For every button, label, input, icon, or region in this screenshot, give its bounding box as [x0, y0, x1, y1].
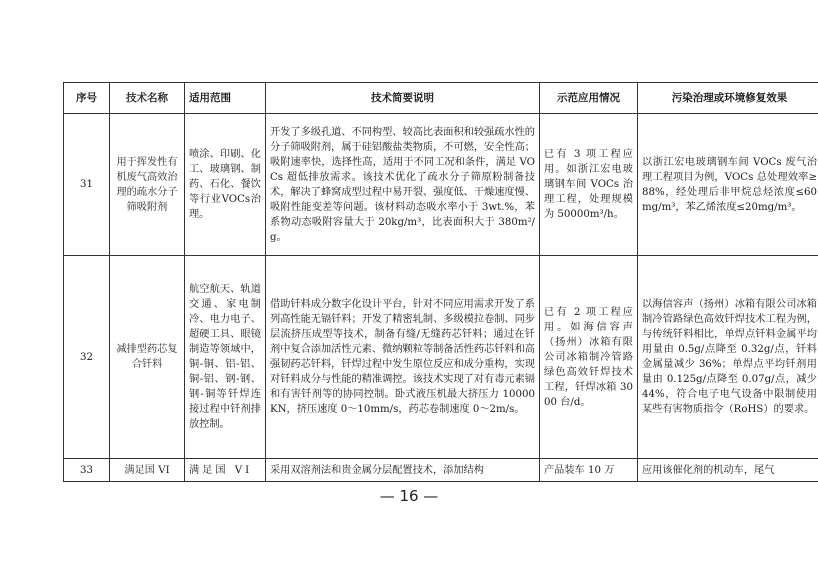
header-remediation-effect: 污染治理或环境修复效果	[638, 83, 818, 114]
row-technology-name: 满足国 VI	[110, 459, 185, 482]
table-row	[64, 114, 818, 256]
header-technology-description: 技术简要说明	[266, 83, 540, 114]
row-application-scope: 满足国 VI	[185, 459, 266, 482]
row-technology-description: 开发了多级孔道、不同构型、较高比表面积和较强疏水性的分子筛吸附剂，属于硅铝酸盐类物质，不可燃，安全性高；吸附速率快，选择性高，适用于不同工况和条件，满足 VOCs 超低排放需求。该技术优化了疏水分子筛原粉制备技术，解决了蜂窝成型过程中易开裂、强度低、干燥速度慢、吸附性能变差等问题。该材料动态吸水率小于 3wt.%，苯系物动态吸附容量大于 20kg/m³，比表面积大于 380m²/g。	[266, 114, 540, 256]
header-technology-name: 技术名称	[110, 83, 185, 114]
row-demonstration-application: 产品装车 10 万	[540, 459, 638, 482]
row-serial-number: 31	[64, 114, 110, 256]
row-remediation-effect: 以海信容声（扬州）冰箱有限公司冰箱制冷管路绿色高效钎焊技术工程为例，与传统钎料相比，单焊点钎料金属平均用量由 0.5g/点降至 0.32g/点，钎料金属量减少 36%；单焊点平均钎剂用量由 0.125g/点降至 0.07g/点，减少 44%，符合电子电气设备中限制使用某些有害物质指令（RoHS）的要求。	[638, 256, 818, 459]
row-technology-description: 借助钎料成分数字化设计平台，针对不同应用需求开发了系列高性能无镉钎料；开发了精密轧制、多级模拉卷制、同步层流挤压成型等技术，制备有缝/无缝药芯钎料；通过在钎剂中复合添加活性元素、微纳颗粒等制备活性药芯钎料和高强韧药芯钎料，钎焊过程中发生原位反应和成分重构，实现对钎料成分与性能的精准调控。该技术实现了对有毒元素镉和有害钎剂等的协同控制。卧式液压机最大挤压力 10000KN，挤压速度 0～10mm/s，药芯卷制速度 0～2m/s。	[266, 256, 540, 459]
header-demonstration-application: 示范应用情况	[540, 83, 638, 114]
row-application-scope: 喷涂、印刷、化工、玻璃钢、制药、石化、餐饮等行业VOCs治理。	[185, 114, 266, 256]
row-technology-name: 减排型药芯复合钎料	[110, 256, 185, 459]
table-row	[64, 459, 818, 482]
table-row	[64, 256, 818, 459]
row-technology-name: 用于挥发性有机废气高效治理的疏水分子筛吸附剂	[110, 114, 185, 256]
table-header-row	[64, 83, 818, 114]
row-technology-description: 采用双溶剂法和贵金属分层配置技术，添加结构	[266, 459, 540, 482]
row-remediation-effect: 以浙江宏电玻璃钢车间 VOCs 废气治理工程项目为例，VOCs 总处理效率≥88%，经处理后非甲烷总烃浓度≤60mg/m³，苯乙烯浓度≤20mg/m³。	[638, 114, 818, 256]
header-application-scope: 适用范围	[185, 83, 266, 114]
row-remediation-effect: 应用该催化剂的机动车，尾气	[638, 459, 818, 482]
technology-table	[63, 82, 818, 482]
header-serial-number: 序号	[64, 83, 110, 114]
row-demonstration-application: 已有 2 项工程应用。如海信容声（扬州）冰箱有限公司冰箱制冷管路绿色高效钎焊技术工程，钎焊冰箱 3000 台/d。	[540, 256, 638, 459]
row-application-scope: 航空航天、轨道交通、家电制冷、电力电子、超硬工具、眼镜制造等领域中，铜-铜、铝-铝、铜-铝、钢-钢、钢-铜等钎焊连接过程中钎剂排放控制。	[185, 256, 266, 459]
page-number: — 16 —	[379, 487, 439, 505]
row-serial-number: 32	[64, 256, 110, 459]
row-serial-number: 33	[64, 459, 110, 482]
row-demonstration-application: 已有 3 项工程应用。如浙江宏电玻璃钢车间 VOCs 治理工程，处理规模为 50000m³/h。	[540, 114, 638, 256]
